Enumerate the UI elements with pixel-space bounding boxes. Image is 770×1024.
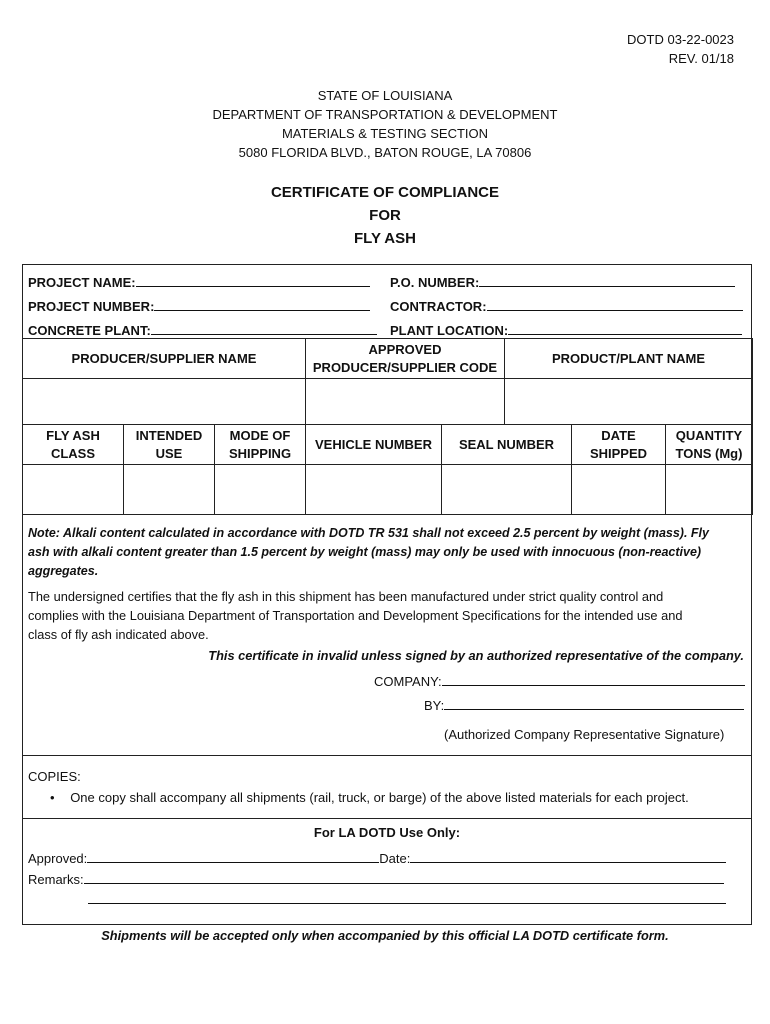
project-number-row [28,296,370,314]
mode-of-shipping-line2: SHIPPING [228,445,292,461]
form-number: DOTD 03-22-0023 [627,32,734,47]
mode-of-shipping-line1: MODE OF [229,427,291,443]
form-header-id [627,30,734,68]
contractor-label: CONTRACTOR: [390,299,487,314]
footer-notice: Shipments will be accepted only when accompanied by this official LA DOTD certificate form. [101,928,669,943]
po-number-row [390,272,735,290]
dotd-use-heading: For LA DOTD Use Only: [313,825,461,840]
intended-use-cell[interactable] [124,465,215,515]
seal-number-header: SEAL NUMBER [442,425,572,465]
copies-bullet-item [50,790,689,805]
fly-ash-class-line2: CLASS [50,445,96,461]
intended-use-line1: INTENDED [135,427,203,443]
date-shipped-line2: SHIPPED [589,445,648,461]
concrete-plant-label: CONCRETE PLANT: [28,323,151,338]
document-title [0,181,770,250]
section-divider-2 [22,818,752,819]
remarks-field[interactable] [84,869,724,884]
mode-of-shipping-cell[interactable] [215,465,306,515]
company-row [374,671,745,689]
section-divider-1 [22,755,752,756]
mode-of-shipping-header [215,425,306,465]
approved-code-header-line1: APPROVED [368,341,442,357]
agency-department: DEPARTMENT OF TRANSPORTATION & DEVELOPMENT [212,107,558,122]
vehicle-number-header: VEHICLE NUMBER [306,425,442,465]
agency-state: STATE OF LOUISIANA [317,88,453,103]
approved-label: Approved: [28,851,88,866]
producer-table [22,338,752,425]
quantity-line1: QUANTITY [675,427,743,443]
certification-line-2: complies with the Louisiana Department of Transportation and Development Specifications for the intended use and [28,608,683,623]
approved-field[interactable] [87,848,379,863]
agency-section: MATERIALS & TESTING SECTION [281,126,489,141]
certification-line-1: The undersigned certifies that the fly ash in this shipment has been manufactured under strict quality control and [28,589,664,604]
approved-code-cell[interactable] [306,379,505,425]
validity-statement: This certificate in invalid unless signed by an authorized representative of the company. [208,648,744,663]
intended-use-line2: USE [155,445,183,461]
contractor-field[interactable] [487,296,743,311]
by-label: BY: [424,698,445,713]
remarks-field-line-2[interactable] [88,903,726,904]
agency-address: 5080 FLORIDA BLVD., BATON ROUGE, LA 70806 [238,145,532,160]
approved-row [28,848,726,866]
signature-caption: (Authorized Company Representative Signature) [444,727,725,742]
agency-block [0,86,770,162]
title-line-3: FLY ASH [354,230,416,247]
intended-use-header [124,425,215,465]
alkali-note [28,524,746,581]
date-field[interactable] [410,848,726,863]
product-plant-header: PRODUCT/PLANT NAME [505,339,753,379]
shipment-table [22,424,752,515]
plant-location-row [390,320,742,338]
title-line-1: CERTIFICATE OF COMPLIANCE [270,184,500,201]
project-name-label: PROJECT NAME: [28,275,136,290]
producer-name-header: PRODUCER/SUPPLIER NAME [23,339,306,379]
bullet-icon: • [50,790,55,805]
title-line-2: FOR [369,207,401,224]
revision: REV. 01/18 [668,51,734,66]
concrete-plant-row [28,320,377,338]
plant-location-field[interactable] [508,320,742,335]
remarks-row [28,869,724,887]
date-label: Date: [379,851,411,866]
product-plant-cell[interactable] [505,379,753,425]
plant-location-label: PLANT LOCATION: [390,323,509,338]
quantity-header [666,425,753,465]
contractor-row [390,296,743,314]
concrete-plant-field[interactable] [151,320,377,335]
approved-code-header-line2: PRODUCER/SUPPLIER CODE [312,359,498,375]
fly-ash-class-line1: FLY ASH [46,427,100,443]
vehicle-number-cell[interactable] [306,465,442,515]
date-shipped-line1: DATE [601,427,636,443]
note-line-3: aggregates. [28,564,99,578]
producer-name-cell[interactable] [23,379,306,425]
approved-code-header [306,339,505,379]
by-row [424,695,744,713]
project-name-field[interactable] [136,272,370,287]
project-name-row [28,272,370,290]
project-number-field[interactable] [154,296,370,311]
fly-ash-class-cell[interactable] [23,465,124,515]
certification-text [28,587,746,644]
quantity-line2: TONS (Mg) [675,445,743,461]
seal-number-cell[interactable] [442,465,572,515]
remarks-label: Remarks: [28,872,84,887]
po-number-label: P.O. NUMBER: [390,275,480,290]
fly-ash-class-header [23,425,124,465]
note-line-2: ash with alkali content greater than 1.5 percent by weight (mass) may only be used with innocuous (non-reactive) [28,545,702,559]
copies-bullet-text: One copy shall accompany all shipments (rail, truck, or barge) of the above listed materials for each project. [70,790,689,805]
date-shipped-cell[interactable] [572,465,666,515]
copies-heading: COPIES: [28,769,81,784]
project-number-label: PROJECT NUMBER: [28,299,155,314]
note-line-1: Note: Alkali content calculated in accordance with DOTD TR 531 shall not exceed 2.5 percent by weight (mass). Fly [28,526,709,540]
po-number-field[interactable] [479,272,735,287]
signature-field[interactable] [444,695,744,710]
company-field[interactable] [442,671,745,686]
date-shipped-header [572,425,666,465]
quantity-cell[interactable] [666,465,753,515]
certification-line-3: class of fly ash indicated above. [28,627,209,642]
company-label: COMPANY: [374,674,442,689]
